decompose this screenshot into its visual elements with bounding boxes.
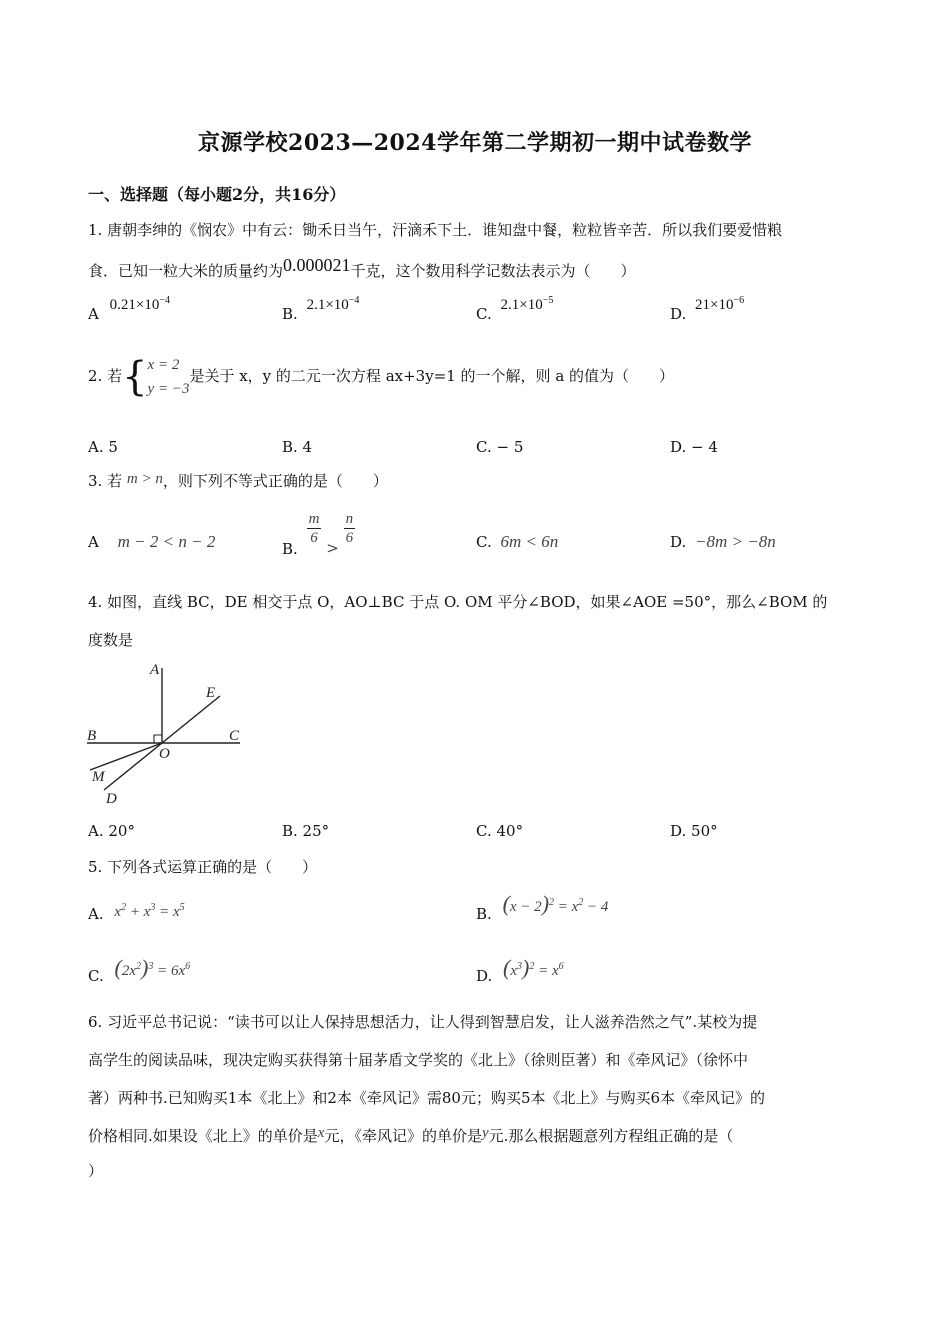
q2-prefix: 2. 若 — [88, 367, 123, 385]
q1-c-label: C. — [476, 305, 492, 323]
q5-b-expr: $(x - 2)^2 = x^2 - 4$ — [502, 891, 609, 916]
q2-option-a[interactable]: A. 5 — [88, 438, 118, 456]
q6-line1: 6. 习近平总书记说：“读书可以让人保持思想活力，让人得到智慧启发，让人滋养浩然之气”.某校为提 — [88, 1013, 758, 1031]
q1-option-b[interactable] — [282, 295, 360, 326]
section-heading: 一、选择题（每小题2分，共16分） — [88, 185, 346, 204]
q3-b-frac2 — [344, 510, 356, 547]
q1-b-exp: −4 — [348, 295, 360, 306]
q1-line1: 1. 唐朝李绅的《悯农》中有云：锄禾日当午，汗滴禾下土．谁知盘中餐，粒粒皆辛苦．所以我们要爱惜粮 — [88, 221, 783, 239]
q5-d-label: D. — [476, 967, 493, 985]
q1-option-a[interactable] — [88, 295, 170, 326]
q3-d-label: D. — [670, 533, 687, 551]
q3-a-label: A — [88, 533, 99, 551]
q6-line4-c: 元.那么根据题意列方程组正确的是（ — [488, 1127, 734, 1145]
label-m: M — [92, 769, 105, 785]
q3-c-label: C. — [476, 533, 492, 551]
q6-var-x: x — [317, 1125, 325, 1141]
q1-c-expr — [501, 297, 554, 313]
q1-line2 — [88, 255, 636, 282]
q1-value: 0.000021 — [283, 255, 351, 275]
q4-line1: 4. 如图，直线 BC，DE 相交于点 O，AO⊥BC 于点 O. OM 平分∠BOD，如果∠AOE =50°，那么∠BOM 的 — [88, 593, 828, 611]
q1-b-expr — [307, 297, 360, 313]
q2-eq1: x = 2 — [147, 357, 180, 373]
q3-prefix: 3. 若 — [88, 472, 123, 490]
q1-b-label: B. — [282, 305, 298, 323]
q6-line4-b: 元，《牵风记》的单价是 — [324, 1127, 482, 1145]
q3-suffix: ，则下列不等式正确的是（ ） — [162, 472, 388, 490]
q3-option-b[interactable] — [282, 510, 355, 558]
label-o: O — [159, 746, 170, 762]
q1-a-label: A — [88, 305, 99, 323]
q1-option-d[interactable] — [670, 295, 745, 326]
q2-stem — [88, 352, 674, 401]
q5-option-c[interactable] — [88, 955, 191, 988]
right-angle-mark — [154, 735, 162, 743]
q1-a-exp: −4 — [159, 295, 170, 306]
q3-b-frac1 — [307, 510, 322, 547]
q1-c-exp: −5 — [542, 295, 554, 306]
q4-option-d[interactable]: D. 50° — [670, 822, 718, 840]
q5-option-a[interactable] — [88, 900, 185, 926]
q2-option-b[interactable]: B. 4 — [282, 438, 313, 456]
q3-c-expr: 6m < 6n — [500, 532, 559, 551]
q3-b-den1: 6 — [310, 530, 318, 546]
q5-option-b[interactable] — [476, 891, 609, 926]
q1-b-base: 2.1×10 — [306, 297, 349, 313]
q3-a-expr: m − 2 < n − 2 — [117, 532, 216, 551]
q1-d-base: 21×10 — [695, 297, 734, 313]
q2-option-d[interactable]: D. − 4 — [670, 438, 718, 456]
q6-line2: 高学生的阅读品味，现决定购买获得第十届茅盾文学奖的《北上》（徐则臣著）和《牵风记》（徐怀中 — [88, 1051, 749, 1069]
q5-stem: 5. 下列各式运算正确的是（ ） — [88, 858, 318, 876]
q4-option-c[interactable]: C. 40° — [476, 822, 524, 840]
q1-d-exp: −6 — [733, 295, 745, 306]
q3-b-den2: 6 — [345, 530, 354, 546]
label-a: A — [150, 662, 160, 678]
q2-eq2: y = −3 — [147, 381, 190, 397]
q6-line4-a: 价格相同.如果设《北上》的单价是 — [88, 1127, 318, 1145]
q2-option-c[interactable]: C. − 5 — [476, 438, 524, 456]
q4-line2: 度数是 — [88, 631, 134, 649]
q5-c-label: C. — [88, 967, 104, 985]
q3-b-op: > — [326, 538, 339, 557]
q5-b-label: B. — [476, 905, 492, 923]
q3-d-expr: −8m > −8n — [695, 532, 776, 551]
q3-option-a[interactable] — [88, 531, 215, 553]
q2-brace: { — [122, 354, 148, 400]
q5-a-expr: $x^2 + x^3 = x^5$ — [114, 902, 185, 920]
q1-line2-b: 千克，这个数用科学记数法表示为（ ） — [350, 262, 636, 280]
q6-line3: 著）两种书.已知购买1本《北上》和2本《牵风记》需80元；购买5本《北上》与购买6本《牵风记》的 — [88, 1089, 766, 1107]
q3-b-label: B. — [282, 539, 298, 558]
q4-geometry-figure — [84, 660, 254, 810]
label-b: B — [87, 728, 97, 744]
q1-c-base: 2.1×10 — [500, 297, 543, 313]
q6-line4 — [88, 1125, 733, 1148]
q1-d-label: D. — [670, 305, 687, 323]
q5-d-expr: $(x^3)^2 = x^6$ — [503, 955, 564, 980]
q6-var-y: y — [481, 1125, 489, 1141]
q5-a-label: A. — [88, 905, 104, 923]
q3-condition: m > n — [126, 471, 163, 487]
label-c: C — [229, 728, 240, 744]
q3-stem — [88, 470, 388, 493]
q1-line2-a: 食．已知一粒大米的质量约为 — [88, 262, 284, 280]
q5-c-expr: $(2x^2)^3 = 6x^6$ — [114, 955, 191, 980]
q1-a-expr — [110, 297, 170, 313]
q3-b-num2: n — [345, 511, 354, 527]
q2-system — [148, 353, 190, 401]
q4-option-b[interactable]: B. 25° — [282, 822, 330, 840]
q2-suffix: 是关于 x，y 的二元一次方程 ax+3y=1 的一个解，则 a 的值为（ ） — [189, 367, 675, 385]
q3-option-c[interactable] — [476, 531, 558, 553]
label-e: E — [206, 685, 216, 701]
ray-om — [90, 743, 162, 770]
q4-option-a[interactable]: A. 20° — [88, 822, 135, 840]
q5-option-d[interactable] — [476, 955, 564, 988]
q1-a-base: 0.21×10 — [109, 297, 160, 313]
q6-line5: ） — [88, 1162, 104, 1180]
q3-option-d[interactable] — [670, 531, 776, 553]
page-title: 京源学校2023—2024学年第二学期初一期中试卷数学 — [198, 130, 752, 156]
q1-d-expr — [695, 297, 744, 313]
q1-option-c[interactable] — [476, 295, 554, 326]
q3-b-num1: m — [308, 511, 320, 527]
label-d: D — [106, 791, 117, 807]
